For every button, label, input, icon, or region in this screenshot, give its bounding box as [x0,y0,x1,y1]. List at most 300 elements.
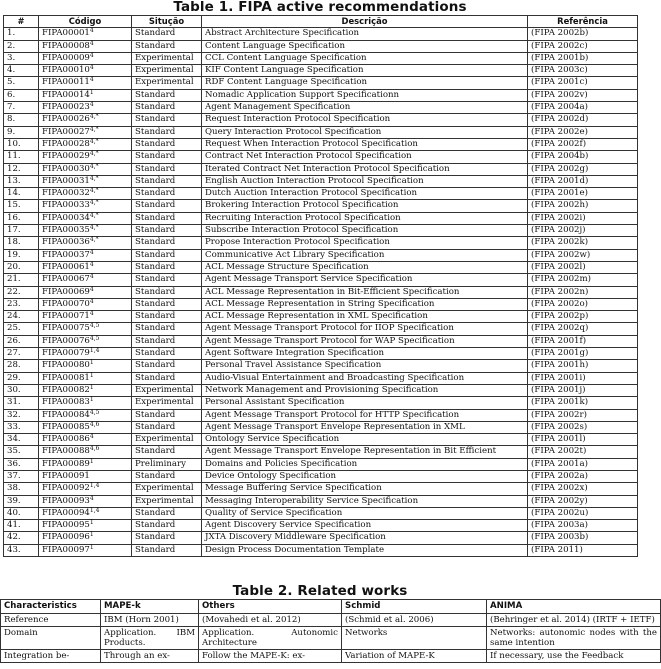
table-row [4,532,638,544]
row-reference: (FIPA 2002d) [528,114,638,126]
code-footnote: 1 [89,457,94,465]
row-number: 11. [4,151,39,163]
code-footnote: 4 [89,297,94,305]
row-code [39,323,132,335]
row-status: Standard [132,421,202,433]
row-status: Standard [132,544,202,556]
code-text: FIPA00030 [42,163,90,174]
table-row [4,249,638,261]
row-code [39,138,132,150]
code-footnote: 4,5 [89,322,100,330]
related-works-cell: Follow the MAPE-K: ex- [199,650,342,663]
row-code [39,446,132,458]
row-code [39,274,132,286]
code-footnote: 1 [89,88,94,96]
row-code [39,384,132,396]
row-code [39,102,132,114]
row-description: Nomadic Application Support Specificationn [202,89,528,101]
header-anima: ANIMA [487,600,661,614]
row-status: Standard [132,188,202,200]
row-reference: (FIPA 2001g) [528,348,638,360]
row-number: 6. [4,89,39,101]
table-row [4,225,638,237]
row-description: Dutch Auction Interaction Protocol Specification [202,188,528,200]
row-reference: (FIPA 2002a) [528,470,638,482]
code-text: FIPA00032 [42,188,90,199]
row-reference: (FIPA 2002r) [528,409,638,421]
row-number: 34. [4,434,39,446]
code-text: FIPA00014 [42,89,90,100]
row-reference: (FIPA 2002e) [528,126,638,138]
code-footnote: 4,* [89,137,99,145]
code-footnote: 4 [89,64,94,72]
code-footnote: 4,* [89,125,99,133]
row-description: Quality of Service Specification [202,507,528,519]
row-status: Standard [132,151,202,163]
row-status: Experimental [132,65,202,77]
row-description: Ontology Service Specification [202,434,528,446]
code-footnote: 4 [89,51,94,59]
row-code [39,532,132,544]
row-number: 27. [4,348,39,360]
row-description: Domains and Policies Specification [202,458,528,470]
table-row [4,507,638,519]
table-row [4,188,638,200]
row-reference: (FIPA 2002k) [528,237,638,249]
table-row [4,237,638,249]
table2-caption: Table 2. Related works [232,583,408,599]
code-text: FIPA00094 [42,507,90,518]
row-code [39,544,132,556]
row-status: Experimental [132,52,202,64]
row-description: Request When Interaction Protocol Specification [202,138,528,150]
table-row [4,409,638,421]
code-footnote: 4 [89,494,94,502]
table1-body [4,28,638,557]
table-row [4,397,638,409]
code-footnote: 4,6 [89,445,100,453]
row-description: ACL Message Representation in String Specification [202,298,528,310]
row-number: 20. [4,261,39,273]
row-code [39,434,132,446]
row-number: 23. [4,298,39,310]
code-text: FIPA00075 [42,323,90,334]
code-text: FIPA00081 [42,372,90,383]
row-number: 14. [4,188,39,200]
row-code [39,188,132,200]
table-row [4,114,638,126]
code-footnote: 4,6 [89,420,100,428]
row-description: Communicative Act Library Specification [202,249,528,261]
row-status: Standard [132,446,202,458]
related-works-cell: Networks [342,627,487,650]
code-text: FIPA00084 [42,409,90,420]
table-row [1,650,661,663]
code-text: FIPA00071 [42,311,90,322]
table-row [4,40,638,52]
row-code [39,470,132,482]
code-text: FIPA00037 [42,249,90,260]
row-code [39,114,132,126]
related-works-cell: If necessary, use the Feedback [487,650,661,663]
header-number: # [4,16,39,28]
row-reference: (FIPA 2002y) [528,495,638,507]
row-reference: (FIPA 2002c) [528,40,638,52]
code-footnote: 4,* [89,187,99,195]
row-code [39,163,132,175]
table-row [4,384,638,396]
table-row [4,163,638,175]
code-text: FIPA00093 [42,495,90,506]
row-description: Agent Message Transport Envelope Representation in Bit Efficient [202,446,528,458]
row-reference: (FIPA 2001d) [528,175,638,187]
row-status: Standard [132,28,202,40]
table-row [4,151,638,163]
row-status: Standard [132,163,202,175]
code-footnote: 4,5 [89,408,100,416]
row-status: Standard [132,335,202,347]
row-reference: (FIPA 2002x) [528,483,638,495]
row-code [39,286,132,298]
row-description: Content Language Specification [202,40,528,52]
code-text: FIPA00008 [42,40,90,51]
row-code [39,335,132,347]
row-number: 16. [4,212,39,224]
row-description: Agent Software Integration Specification [202,348,528,360]
row-status: Standard [132,175,202,187]
code-text: FIPA00011 [42,77,90,88]
row-status: Standard [132,372,202,384]
row-status: Standard [132,507,202,519]
code-text: FIPA00091 [42,470,90,481]
fipa-recommendations-table [3,15,638,557]
code-text: FIPA00027 [42,126,90,137]
code-footnote: 1,4 [89,506,100,514]
table-row [4,212,638,224]
row-description: Messaging Interoperability Service Specification [202,495,528,507]
code-text: FIPA00031 [42,175,90,186]
row-description: Device Ontology Specification [202,470,528,482]
code-footnote: 1 [89,396,94,404]
row-reference: (FIPA 2003a) [528,520,638,532]
row-description: Contract Net Interaction Protocol Specification [202,151,528,163]
related-works-cell: Integration be- [1,650,101,663]
row-status: Standard [132,532,202,544]
row-code [39,175,132,187]
row-reference: (FIPA 2001b) [528,52,638,64]
table1-header-row [4,16,638,28]
row-status: Standard [132,102,202,114]
code-footnote: 1 [89,359,94,367]
row-description: KIF Content Language Specification [202,65,528,77]
row-reference: (FIPA 2001a) [528,458,638,470]
related-works-cell: (Behringer et al. 2014) (IRTF + IETF) [487,614,661,627]
row-status: Standard [132,200,202,212]
code-text: FIPA00092 [42,483,90,494]
row-number: 4. [4,65,39,77]
row-description: RDF Content Language Specification [202,77,528,89]
row-reference: (FIPA 2001i) [528,372,638,384]
table-row [4,458,638,470]
row-reference: (FIPA 2004b) [528,151,638,163]
row-description: JXTA Discovery Middleware Specification [202,532,528,544]
row-number: 25. [4,323,39,335]
table-row [4,335,638,347]
row-description: Personal Travel Assistance Specification [202,360,528,372]
row-reference: (FIPA 2001e) [528,188,638,200]
row-status: Experimental [132,397,202,409]
table-row [4,434,638,446]
table-row [4,200,638,212]
row-status: Standard [132,225,202,237]
code-footnote: 4,* [89,199,99,207]
row-number: 33. [4,421,39,433]
row-reference: (FIPA 2002m) [528,274,638,286]
row-number: 21. [4,274,39,286]
table-row [4,446,638,458]
row-code [39,151,132,163]
code-text: FIPA00088 [42,446,90,457]
row-number: 39. [4,495,39,507]
row-status: Experimental [132,495,202,507]
code-text: FIPA00089 [42,458,90,469]
row-code [39,409,132,421]
code-text: FIPA00028 [42,138,90,149]
code-footnote: 4 [89,433,94,441]
row-status: Experimental [132,483,202,495]
row-description: Abstract Architecture Specification [202,28,528,40]
row-number: 1. [4,28,39,40]
table-row [4,89,638,101]
row-number: 5. [4,77,39,89]
row-number: 15. [4,200,39,212]
row-description: ACL Message Structure Specification [202,261,528,273]
code-text: FIPA00061 [42,261,90,272]
row-description: Brokering Interaction Protocol Specification [202,200,528,212]
code-footnote: 1 [89,371,94,379]
row-reference: (FIPA 2003c) [528,65,638,77]
row-number: 41. [4,520,39,532]
table2-header-row [1,600,661,614]
row-description: Agent Message Transport Service Specification [202,274,528,286]
row-code [39,372,132,384]
code-text: FIPA00036 [42,237,90,248]
row-description: Agent Message Transport Protocol for IIOP Specification [202,323,528,335]
row-reference: (FIPA 2001f) [528,335,638,347]
row-description: Query Interaction Protocol Specification [202,126,528,138]
header-code: Código [39,16,132,28]
row-reference: (FIPA 2003b) [528,532,638,544]
code-footnote: 4 [89,273,94,281]
code-footnote: 4,* [89,174,99,182]
row-reference: (FIPA 2002f) [528,138,638,150]
code-text: FIPA00096 [42,532,90,543]
row-reference: (FIPA 2002s) [528,421,638,433]
row-number: 32. [4,409,39,421]
code-text: FIPA00010 [42,65,90,76]
row-status: Standard [132,470,202,482]
table-row [4,126,638,138]
row-description: Agent Message Transport Protocol for WAP Specification [202,335,528,347]
code-text: FIPA00001 [42,28,90,39]
row-status: Standard [132,114,202,126]
row-status: Standard [132,323,202,335]
row-code [39,212,132,224]
row-description: ACL Message Representation in XML Specification [202,311,528,323]
row-number: 17. [4,225,39,237]
row-status: Standard [132,274,202,286]
related-works-cell: Application. IBM Products. [101,627,199,650]
code-text: FIPA00035 [42,225,90,236]
row-reference: (FIPA 2002t) [528,446,638,458]
row-code [39,200,132,212]
table-row [4,28,638,40]
row-reference: (FIPA 2002i) [528,212,638,224]
row-status: Standard [132,89,202,101]
row-reference: (FIPA 2011) [528,544,638,556]
row-number: 26. [4,335,39,347]
row-number: 10. [4,138,39,150]
related-works-cell: Through an ex- [101,650,199,663]
row-description: Network Management and Provisioning Specification [202,384,528,396]
code-text: FIPA00080 [42,360,90,371]
row-code [39,298,132,310]
row-number: 22. [4,286,39,298]
related-works-cell: Domain [1,627,101,650]
row-status: Standard [132,138,202,150]
row-number: 42. [4,532,39,544]
header-characteristics: Characteristics [1,600,101,614]
table-row [4,421,638,433]
code-footnote: 4 [89,76,94,84]
row-number: 37. [4,470,39,482]
row-description: Design Process Documentation Template [202,544,528,556]
row-code [39,126,132,138]
row-number: 28. [4,360,39,372]
row-number: 38. [4,483,39,495]
row-description: Audio-Visual Entertainment and Broadcasting Specification [202,372,528,384]
code-footnote: 4,* [89,150,99,158]
row-reference: (FIPA 2002p) [528,311,638,323]
row-code [39,360,132,372]
related-works-cell: Reference [1,614,101,627]
code-footnote: 4,* [89,236,99,244]
table-row [4,274,638,286]
table-row [4,102,638,114]
row-reference: (FIPA 2002v) [528,89,638,101]
code-text: FIPA00026 [42,114,90,125]
row-reference: (FIPA 2001l) [528,434,638,446]
row-reference: (FIPA 2002o) [528,298,638,310]
row-number: 31. [4,397,39,409]
related-works-cell: (Movahedi et al. 2012) [199,614,342,627]
row-number: 29. [4,372,39,384]
row-code [39,77,132,89]
row-status: Standard [132,348,202,360]
row-number: 35. [4,446,39,458]
table-row [1,614,661,627]
row-reference: (FIPA 2002w) [528,249,638,261]
row-code [39,89,132,101]
code-text: FIPA00009 [42,52,90,63]
table-row [4,298,638,310]
code-text: FIPA00086 [42,434,90,445]
header-status: Situção [132,16,202,28]
row-status: Standard [132,249,202,261]
table-row [4,52,638,64]
code-footnote: 4,* [89,113,99,121]
row-number: 18. [4,237,39,249]
table-row [4,311,638,323]
row-code [39,65,132,77]
code-footnote: 4 [89,248,94,256]
row-reference: (FIPA 2002u) [528,507,638,519]
row-number: 13. [4,175,39,187]
row-description: CCL Content Language Specification [202,52,528,64]
code-text: FIPA00079 [42,348,90,359]
row-code [39,249,132,261]
row-number: 7. [4,102,39,114]
header-mape-k: MAPE-k [101,600,199,614]
code-text: FIPA00034 [42,212,90,223]
header-reference: Referência [528,16,638,28]
row-number: 36. [4,458,39,470]
table-row [4,372,638,384]
code-text: FIPA00076 [42,335,90,346]
row-reference: (FIPA 2002q) [528,323,638,335]
code-footnote: 1 [89,383,94,391]
row-status: Preliminary [132,458,202,470]
row-code [39,458,132,470]
row-status: Experimental [132,434,202,446]
row-status: Standard [132,40,202,52]
row-reference: (FIPA 2002j) [528,225,638,237]
row-reference: (FIPA 2001c) [528,77,638,89]
row-description: Message Buffering Service Specification [202,483,528,495]
row-status: Standard [132,212,202,224]
code-text: FIPA00069 [42,286,90,297]
table-row [4,175,638,187]
row-code [39,397,132,409]
related-works-table [0,599,661,663]
table1-caption: Table 1. FIPA active recommendations [173,0,467,15]
row-number: 40. [4,507,39,519]
code-footnote: 1 [89,543,94,551]
header-schmid: Schmid [342,600,487,614]
table-row [4,360,638,372]
code-footnote: 4 [89,101,94,109]
row-code [39,520,132,532]
code-text: FIPA00083 [42,397,90,408]
row-number: 19. [4,249,39,261]
table-row [4,261,638,273]
row-reference: (FIPA 2002h) [528,200,638,212]
code-footnote: 1,4 [89,482,100,490]
row-code [39,225,132,237]
code-footnote: 1 [89,519,94,527]
table-row [4,65,638,77]
row-code [39,40,132,52]
table2-body [1,614,661,663]
table-row [4,77,638,89]
code-text: FIPA00070 [42,298,90,309]
row-description: English Auction Interaction Protocol Specification [202,175,528,187]
table-row [4,470,638,482]
table-row [4,483,638,495]
row-status: Standard [132,286,202,298]
row-description: Iterated Contract Net Interaction Protocol Specification [202,163,528,175]
code-text: FIPA00023 [42,102,90,113]
